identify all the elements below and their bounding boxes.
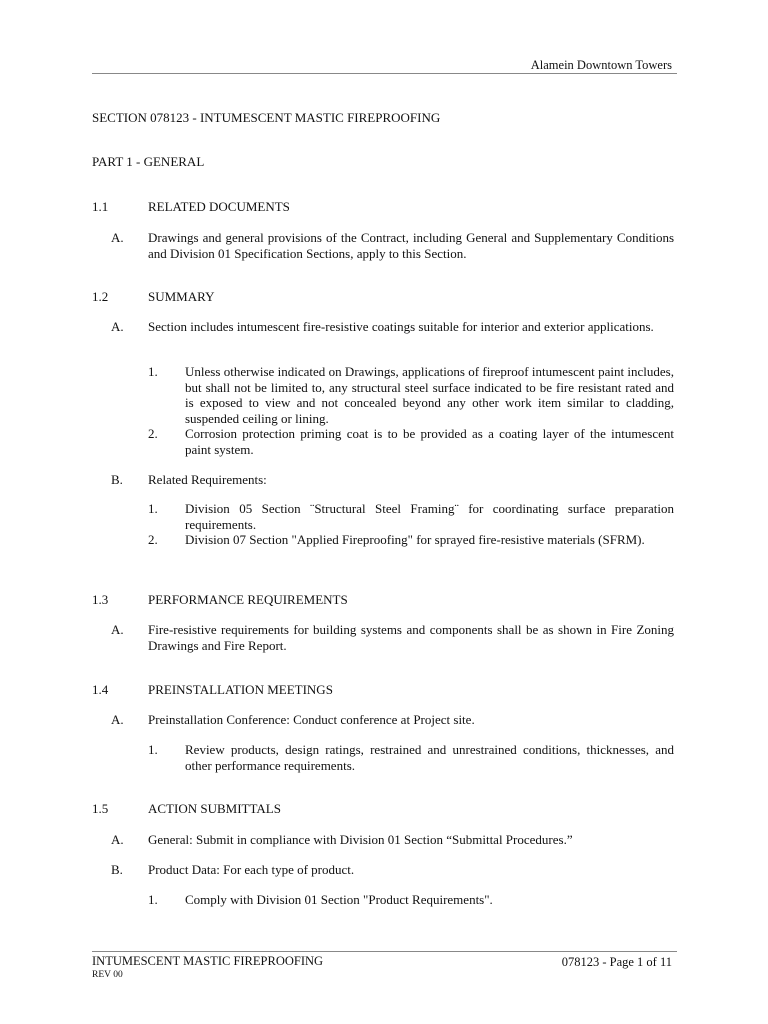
paragraph-text: Related Requirements:: [148, 472, 267, 487]
part-title: PART 1 - GENERAL: [92, 154, 205, 169]
subparagraph-text: Comply with Division 01 Section "Product Requirements".: [185, 892, 493, 907]
footer-section-title: INTUMESCENT MASTIC FIREPROOFING: [92, 954, 324, 968]
header-project-name: Alamein Downtown Towers: [530, 58, 672, 72]
subparagraph-label: 1.: [148, 501, 158, 516]
subparagraph-text: Review products, design ratings, restrained and unrestrained conditions, thicknesses, and other performance requirements.: [185, 742, 674, 773]
subparagraph-text: Division 05 Section ¨Structural Steel Framing¨ for coordinating surface preparation requirements.: [185, 501, 674, 532]
subparagraph-label: 1.: [148, 742, 158, 757]
paragraph-text: Drawings and general provisions of the Contract, including General and Supplementary Conditions and Division 01 Specification Sections, apply to this Section.: [148, 230, 674, 261]
article-number-1-3: 1.3: [92, 592, 109, 607]
paragraph-text: Preinstallation Conference: Conduct conference at Project site.: [148, 712, 475, 727]
article-number-1-1: 1.1: [92, 199, 109, 214]
paragraph-label: A.: [111, 230, 124, 245]
article-number-1-4: 1.4: [92, 682, 109, 697]
paragraph-label: A.: [111, 622, 124, 637]
subparagraph-text: Corrosion protection priming coat is to be provided as a coating layer of the intumescent paint system.: [185, 426, 674, 457]
footer-divider: [92, 951, 677, 952]
article-number-1-5: 1.5: [92, 801, 109, 816]
paragraph-text: Section includes intumescent fire-resistive coatings suitable for interior and exterior applications.: [148, 319, 654, 334]
subparagraph-label: 2.: [148, 532, 158, 547]
article-title-1-2: SUMMARY: [148, 289, 215, 304]
paragraph-label: A.: [111, 319, 124, 334]
paragraph-text: General: Submit in compliance with Division 01 Section “Submittal Procedures.”: [148, 832, 573, 847]
subparagraph-label: 1.: [148, 364, 158, 379]
paragraph-text: Product Data: For each type of product.: [148, 862, 355, 877]
section-title: SECTION 078123 - INTUMESCENT MASTIC FIREPROOFING: [92, 110, 441, 125]
footer-revision: REV 00: [92, 970, 123, 980]
article-title-1-3: PERFORMANCE REQUIREMENTS: [148, 592, 348, 607]
footer-page-number: 078123 - Page 1 of 11: [561, 955, 672, 969]
paragraph-label: A.: [111, 832, 124, 847]
article-title-1-1: RELATED DOCUMENTS: [148, 199, 290, 214]
paragraph-label: A.: [111, 712, 124, 727]
header-divider: [92, 73, 677, 74]
paragraph-label: B.: [111, 472, 123, 487]
paragraph-text: Fire-resistive requirements for building systems and components shall be as shown in Fire Zoning Drawings and Fire Report.: [148, 622, 674, 653]
subparagraph-label: 1.: [148, 892, 158, 907]
article-number-1-2: 1.2: [92, 289, 109, 304]
article-title-1-5: ACTION SUBMITTALS: [148, 801, 281, 816]
subparagraph-label: 2.: [148, 426, 158, 441]
subparagraph-text: Division 07 Section "Applied Fireproofing" for sprayed fire-resistive materials (SFRM).: [185, 532, 645, 547]
subparagraph-text: Unless otherwise indicated on Drawings, applications of fireproof intumescent paint includes, but shall not be limited to, any structural steel surface indicated to be fire resistant rated and is exposed to view and not concealed beyond any other work item similar to cladding, suspended ceiling or lining.: [185, 364, 674, 426]
article-title-1-4: PREINSTALLATION MEETINGS: [148, 682, 333, 697]
paragraph-label: B.: [111, 862, 123, 877]
